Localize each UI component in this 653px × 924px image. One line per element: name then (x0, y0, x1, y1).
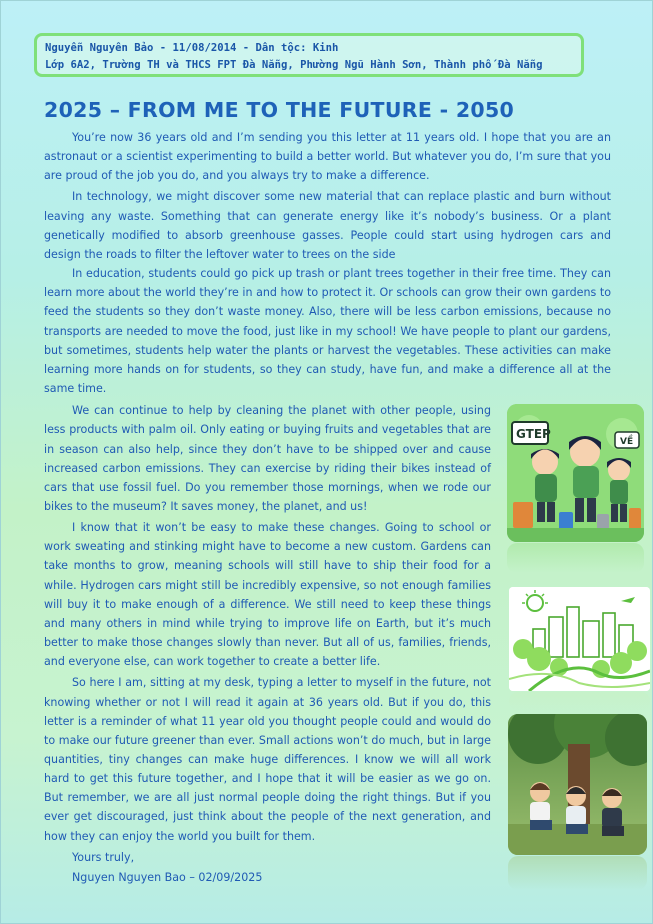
sign-board (512, 422, 551, 444)
green-city-illustration (509, 587, 650, 691)
paragraph-technology: In technology, we might discover some new material that can replace plastic and burn without leaving any waste. Something that can generate energy like it’s nobody’s business. Or a plant genetically modified to absorb greenhouse gasses. People could start using hydrogen cars and design the roads to filter the leftover water to trees on the side (44, 190, 611, 261)
closing-salutation: Yours truly, (72, 850, 135, 864)
svg-text:VỀ: VỀ (620, 437, 634, 447)
kids-cleanup-reflection (507, 543, 644, 573)
student-info-line-1: Nguyễn Nguyên Bảo - 11/08/2014 - Dân tộc: Kinh (45, 42, 339, 54)
friends-under-tree-reflection (508, 856, 647, 890)
letter-title: 2025 – FROM ME TO THE FUTURE - 2050 (44, 98, 515, 122)
paragraph-intro: You’re now 36 years old and I’m sending you this letter at 11 years old. I hope that you are an astronaut or a scientist experimenting to build a better world. But whatever you do, I’m sure that you are proud of the job you do, and you always try to make a difference. (44, 131, 611, 183)
paragraph-reminder: So here I am, sitting at my desk, typing a letter to myself in the future, not knowing whether or not I will read it again at 36 years old. But if you do, this letter is a reminder of what 11 year old you thought people could and would do to make our future greener than ever. Small actions won’t do much, but in large quantities, tiny changes can make huge differences. I know we will all work hard to get this future together, and I hope that it will be easier as we go on. But remember, we are all just normal people doing the right things. But if you ever get discouraged, just think about the people of the next generation, and how they can enjoy the world you built for them. (44, 676, 491, 843)
paragraph-education: In education, students could go pick up trash or plant trees together in their free time. They can learn more about the world they’re in and how to protect it. Or schools can grow their own gardens to feed the students so they don’t waste money. Also, there will be less carbon emissions, because no transports are needed to move the food, just like in my school! We have people to plant our gardens, but sometimes, students help water the plants or harvest the vegetables. These activities can make learning more hands on for students, so they can study, have fun, and make a difference all at the same time. (44, 267, 611, 396)
green-city-reflection (509, 692, 650, 710)
closing-signature: Nguyen Nguyen Bao – 02/09/2025 (72, 870, 263, 884)
friends-under-tree-illustration (508, 714, 647, 855)
paragraph-challenges: I know that it won’t be easy to make these changes. Going to school or work sweating and stinking might have to become a new custom. Gardens can take months to grow, meaning schools will still have to ship their food for a while. Hydrogen cars might still be incredibly expensive, so not enough families will buy it to make enough of a difference. We still need to keep these things and many others in mind while trying to improve life on Earth, but it’s much better to make those changes slowly than never. But all of us, families, friends, and everyone else, can work together to create a better life. (44, 521, 491, 669)
student-info-box (34, 33, 584, 77)
student-info-line-2: Lớp 6A2, Trường TH và THCS FPT Đà Nẵng, Phường Ngũ Hành Sơn, Thành phố Đà Nẵng (45, 59, 543, 71)
sign-text: GTEP (516, 427, 551, 441)
kids-cleanup-illustration (507, 404, 644, 542)
paragraph-cleaning: We can continue to help by cleaning the planet with other people, using less products with palm oil. Only eating or buying fruits and vegetables that are in season can also help, since they don’t have to be shipped over and cause increased carbon emissions. They can exercise by riding their bikes instead of cars that use fossil fuel. Do you remember those mornings, when we rode our bikes to the museum? It saves money, the planet, and us! (44, 404, 491, 513)
